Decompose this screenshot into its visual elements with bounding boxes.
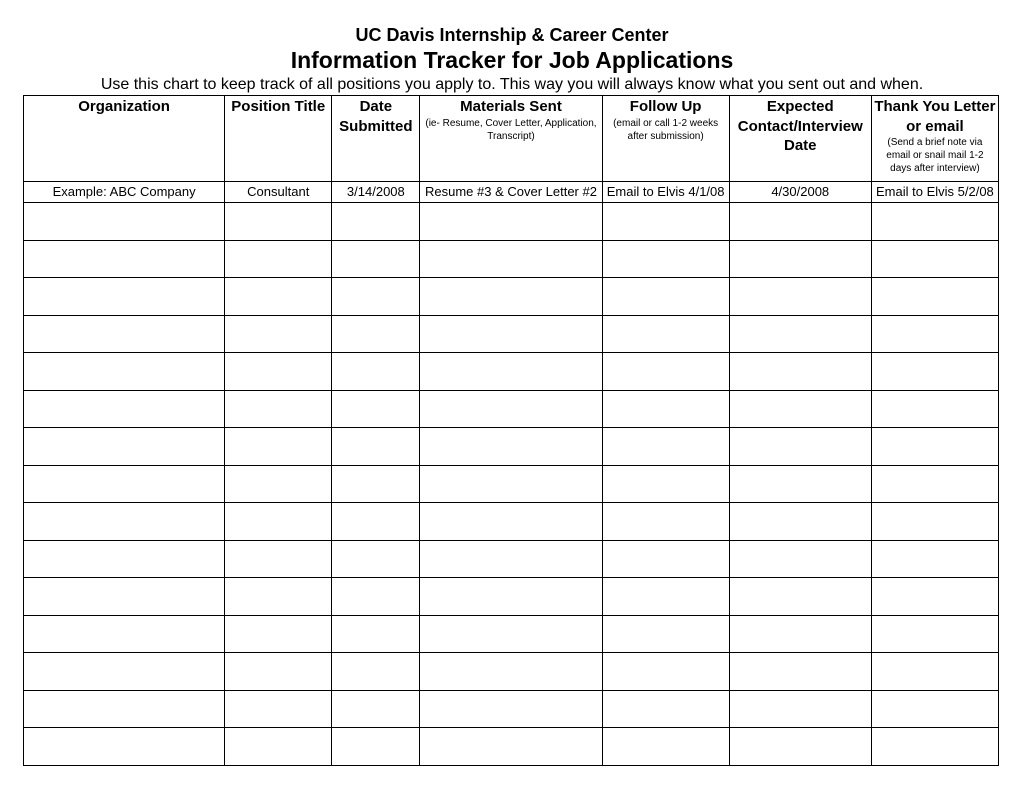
empty-entry-cell — [332, 240, 420, 278]
table-cell: 3/14/2008 — [332, 182, 420, 203]
empty-entry-cell — [420, 353, 602, 391]
column-title: Date Submitted — [339, 98, 413, 135]
empty-entry-cell — [871, 428, 998, 466]
empty-entry-cell — [729, 203, 871, 241]
empty-entry-cell — [602, 428, 729, 466]
empty-entry-cell — [729, 315, 871, 353]
empty-entry-cell — [24, 315, 225, 353]
empty-entry-cell — [871, 353, 998, 391]
empty-entry-cell — [332, 615, 420, 653]
empty-entry-cell — [602, 465, 729, 503]
empty-entry-cell — [420, 465, 602, 503]
table-cell: Email to Elvis 4/1/08 — [602, 182, 729, 203]
empty-entry-cell — [332, 203, 420, 241]
empty-entry-cell — [332, 315, 420, 353]
empty-entry-cell — [871, 653, 998, 691]
empty-entry-cell — [871, 390, 998, 428]
table-row — [24, 353, 999, 391]
empty-entry-cell — [729, 240, 871, 278]
empty-entry-cell — [225, 465, 332, 503]
table-cell: Email to Elvis 5/2/08 — [871, 182, 998, 203]
table-row — [24, 690, 999, 728]
instructions-text: Use this chart to keep track of all positions you apply to. This way you will always know what you sent out and when. — [100, 76, 924, 93]
column-note: (ie- Resume, Cover Letter, Application, Transcript) — [425, 117, 597, 142]
empty-entry-cell — [225, 615, 332, 653]
empty-entry-cell — [420, 540, 602, 578]
empty-entry-cell — [24, 540, 225, 578]
empty-entry-cell — [420, 390, 602, 428]
empty-entry-cell — [602, 353, 729, 391]
column-title: Thank You Letter or email — [874, 98, 996, 135]
empty-entry-cell — [602, 203, 729, 241]
empty-entry-cell — [420, 728, 602, 766]
table-row — [24, 203, 999, 241]
empty-entry-cell — [420, 428, 602, 466]
empty-entry-cell — [871, 615, 998, 653]
empty-entry-cell — [225, 390, 332, 428]
empty-entry-cell — [729, 615, 871, 653]
job-application-tracker-table — [23, 95, 999, 766]
column-title: Materials Sent — [460, 98, 562, 115]
table-row — [24, 728, 999, 766]
empty-entry-cell — [24, 690, 225, 728]
table-cell: Example: ABC Company — [24, 182, 225, 203]
empty-entry-cell — [729, 428, 871, 466]
empty-entry-cell — [24, 615, 225, 653]
table-row — [24, 578, 999, 616]
column-title: Expected Contact/Interview Date — [737, 98, 863, 154]
document-title: Information Tracker for Job Applications — [290, 47, 734, 73]
empty-entry-cell — [225, 503, 332, 541]
organization-title: UC Davis Internship & Career Center — [355, 25, 669, 45]
empty-entry-cell — [225, 653, 332, 691]
empty-entry-cell — [332, 428, 420, 466]
empty-entry-cell — [871, 728, 998, 766]
table-row — [24, 315, 999, 353]
empty-entry-cell — [332, 578, 420, 616]
empty-entry-cell — [24, 278, 225, 316]
table-row — [24, 465, 999, 503]
empty-entry-cell — [24, 240, 225, 278]
empty-entry-cell — [420, 278, 602, 316]
empty-entry-cell — [225, 728, 332, 766]
table-cell: 4/30/2008 — [729, 182, 871, 203]
empty-entry-cell — [24, 203, 225, 241]
column-title: Follow Up — [629, 98, 702, 115]
table-row — [24, 278, 999, 316]
empty-entry-cell — [24, 353, 225, 391]
empty-entry-cell — [420, 203, 602, 241]
empty-entry-cell — [24, 465, 225, 503]
empty-entry-cell — [871, 315, 998, 353]
empty-entry-cell — [225, 203, 332, 241]
empty-entry-cell — [332, 465, 420, 503]
empty-entry-cell — [420, 690, 602, 728]
empty-entry-cell — [24, 578, 225, 616]
empty-entry-cell — [602, 278, 729, 316]
empty-entry-cell — [24, 653, 225, 691]
table-row — [24, 240, 999, 278]
empty-entry-cell — [871, 540, 998, 578]
column-header-materials-sent — [420, 96, 602, 182]
column-note: (email or call 1-2 weeks after submission) — [613, 117, 719, 142]
empty-entry-cell — [871, 578, 998, 616]
column-header-thank-you — [871, 96, 998, 182]
column-header-organization — [24, 96, 225, 182]
empty-entry-cell — [602, 240, 729, 278]
column-header-follow-up — [602, 96, 729, 182]
empty-entry-cell — [24, 503, 225, 541]
example-row — [24, 182, 999, 203]
empty-entry-cell — [729, 390, 871, 428]
empty-entry-cell — [332, 353, 420, 391]
empty-entry-cell — [871, 465, 998, 503]
column-title: Position Title — [231, 98, 326, 115]
empty-entry-cell — [729, 503, 871, 541]
empty-entry-cell — [332, 690, 420, 728]
empty-entry-cell — [602, 728, 729, 766]
empty-entry-cell — [729, 353, 871, 391]
empty-entry-cell — [225, 240, 332, 278]
empty-entry-cell — [602, 540, 729, 578]
empty-entry-cell — [871, 278, 998, 316]
empty-entry-cell — [420, 315, 602, 353]
empty-entry-cell — [729, 278, 871, 316]
column-header-date-submitted — [332, 96, 420, 182]
table-cell: Resume #3 & Cover Letter #2 — [420, 182, 602, 203]
empty-entry-cell — [871, 690, 998, 728]
column-header-expected-contact — [729, 96, 871, 182]
empty-entry-cell — [225, 428, 332, 466]
table-cell: Consultant — [225, 182, 332, 203]
empty-entry-cell — [225, 540, 332, 578]
empty-entry-cell — [225, 690, 332, 728]
empty-entry-cell — [332, 390, 420, 428]
empty-entry-cell — [420, 503, 602, 541]
tracker-body — [24, 182, 999, 766]
empty-entry-cell — [729, 728, 871, 766]
empty-entry-cell — [332, 540, 420, 578]
table-row — [24, 503, 999, 541]
table-row — [24, 428, 999, 466]
empty-entry-cell — [420, 653, 602, 691]
empty-entry-cell — [225, 315, 332, 353]
empty-entry-cell — [602, 390, 729, 428]
empty-entry-cell — [420, 578, 602, 616]
empty-entry-cell — [602, 503, 729, 541]
table-row — [24, 540, 999, 578]
empty-entry-cell — [24, 428, 225, 466]
column-title: Organization — [78, 98, 170, 115]
column-header-position-title — [225, 96, 332, 182]
empty-entry-cell — [602, 315, 729, 353]
empty-entry-cell — [729, 578, 871, 616]
empty-entry-cell — [602, 653, 729, 691]
empty-entry-cell — [225, 353, 332, 391]
empty-entry-cell — [420, 615, 602, 653]
table-row — [24, 615, 999, 653]
empty-entry-cell — [602, 578, 729, 616]
empty-entry-cell — [420, 240, 602, 278]
empty-entry-cell — [729, 540, 871, 578]
empty-entry-cell — [871, 240, 998, 278]
empty-entry-cell — [871, 503, 998, 541]
empty-entry-cell — [332, 503, 420, 541]
table-row — [24, 653, 999, 691]
empty-entry-cell — [332, 728, 420, 766]
column-note: (Send a brief note via email or snail mail 1-2 days after interview) — [886, 137, 984, 174]
table-row — [24, 390, 999, 428]
empty-entry-cell — [871, 203, 998, 241]
empty-entry-cell — [332, 653, 420, 691]
empty-entry-cell — [332, 278, 420, 316]
empty-entry-cell — [24, 390, 225, 428]
empty-entry-cell — [729, 690, 871, 728]
empty-entry-cell — [24, 728, 225, 766]
empty-entry-cell — [602, 615, 729, 653]
empty-entry-cell — [602, 690, 729, 728]
empty-entry-cell — [729, 653, 871, 691]
empty-entry-cell — [729, 465, 871, 503]
empty-entry-cell — [225, 578, 332, 616]
header-row — [24, 96, 999, 182]
empty-entry-cell — [225, 278, 332, 316]
